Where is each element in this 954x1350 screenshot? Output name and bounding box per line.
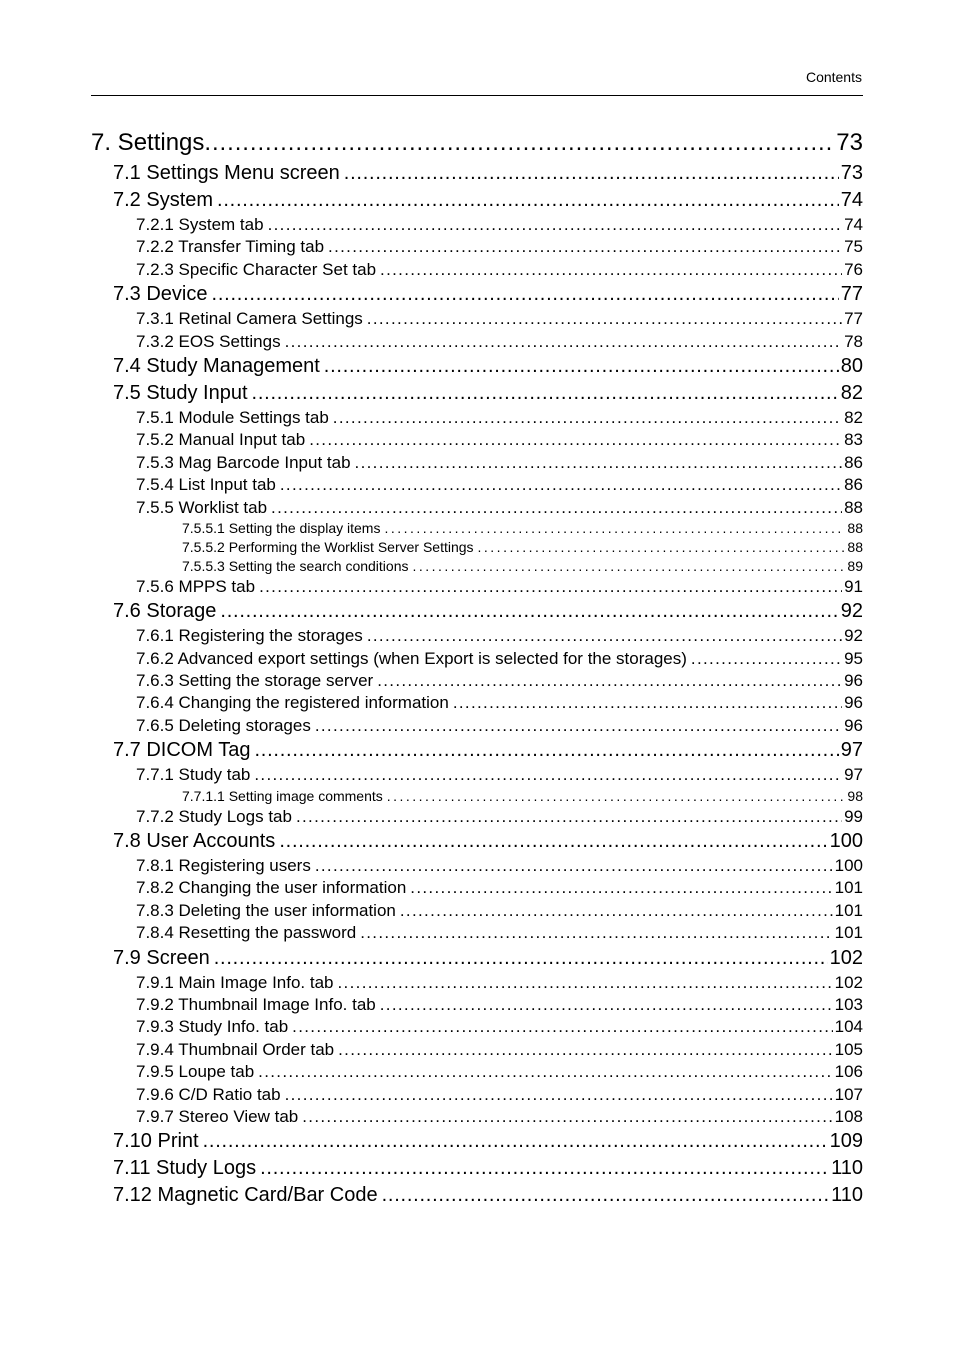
toc-entry-title: 7.2.3 Specific Character Set tab [136,259,377,279]
dot-leader [315,715,842,737]
toc-entry[interactable] [91,828,863,855]
toc-entry-page-number: 110 [831,1184,863,1207]
toc-entry[interactable] [91,380,863,407]
dot-leader [382,1182,830,1209]
toc-entry-page-number: 102 [829,946,863,969]
toc-entry[interactable] [91,1106,863,1128]
toc-entry-page-number: 82 [844,407,863,427]
toc-entry[interactable] [91,160,863,187]
toc-entry-title: 7.7.2 Study Logs tab [136,806,292,826]
dot-leader [367,625,842,647]
toc-entry-page-number: 83 [844,430,863,450]
toc-entry[interactable] [91,1084,863,1106]
toc-entry-page-number: 102 [834,972,863,992]
toc-entry-title: 7.5.4 List Input tab [136,475,276,495]
toc-entry-page-number: 80 [840,354,863,377]
toc-entry[interactable] [91,331,863,353]
dot-leader [260,1155,829,1182]
dot-leader [259,576,842,598]
toc-entry[interactable] [91,187,863,214]
toc-entry-title: 7.9.7 Stereo View tab [136,1106,299,1126]
toc-entry-title: 7.5.2 Manual Input tab [136,430,306,450]
toc-entry-title: 7.5 Study Input [113,381,248,404]
toc-entry-title: 7.9.2 Thumbnail Image Info. tab [136,994,376,1014]
toc-entry-page-number: 100 [834,856,863,876]
toc-entry-page-number: 101 [834,923,863,943]
dot-leader [387,787,846,806]
toc-entry[interactable] [91,787,863,806]
toc-entry-title: 7.6 Storage [113,600,217,623]
toc-entry-page-number: 100 [829,830,863,853]
dot-leader [384,519,845,538]
toc-entry-page-number: 98 [847,787,863,804]
toc-entry[interactable] [91,1039,863,1061]
dot-leader [355,452,843,474]
toc-entry[interactable] [91,497,863,519]
toc-entry-page-number: 109 [829,1130,863,1153]
dot-leader [410,877,832,899]
toc-entry-title: 7.3.1 Retinal Camera Settings [136,309,363,329]
toc-entry-title: 7.3.2 EOS Settings [136,331,281,351]
toc-entry[interactable] [91,519,863,538]
toc-entry-page-number: 99 [844,806,863,826]
table-of-contents [91,126,863,1209]
toc-entry-page-number: 75 [844,237,863,257]
toc-entry-title: 7.8.3 Deleting the user information [136,900,396,920]
dot-leader [220,598,838,625]
toc-entry[interactable] [91,994,863,1016]
toc-entry[interactable] [91,598,863,625]
dot-leader [285,331,842,353]
dot-leader [252,380,839,407]
toc-entry-page-number: 86 [844,452,863,472]
toc-entry-page-number: 89 [847,557,863,574]
toc-entry[interactable] [91,452,863,474]
toc-entry-page-number: 96 [844,715,863,735]
toc-entry-title: 7.11 Study Logs [113,1157,257,1180]
toc-entry-page-number: 97 [840,739,863,762]
toc-entry-title: 7.6.4 Changing the registered information [136,693,449,713]
dot-leader [380,994,833,1016]
toc-entry[interactable] [91,308,863,330]
dot-leader [324,353,839,380]
toc-entry-title: 7.8 User Accounts [113,830,276,853]
toc-entry-title: 7.7.1.1 Setting image comments [182,787,383,804]
toc-entry-title: 7.6.1 Registering the storages [136,626,363,646]
dot-leader [344,160,839,187]
toc-entry[interactable] [91,648,863,670]
toc-entry[interactable] [91,855,863,877]
toc-entry-page-number: 91 [844,576,863,596]
toc-entry-page-number: 77 [844,309,863,329]
toc-entry-title: 7.8.4 Resetting the password [136,923,357,943]
toc-entry-title: 7.5.3 Mag Barcode Input tab [136,452,351,472]
toc-entry-title: 7.4 Study Management [113,354,320,377]
toc-entry-title: 7.2.2 Transfer Timing tab [136,237,325,257]
toc-entry-title: 7.5.1 Module Settings tab [136,407,329,427]
toc-entry-page-number: 105 [834,1039,863,1059]
dot-leader [254,764,842,786]
toc-entry-title: 7.9.3 Study Info. tab [136,1017,289,1037]
toc-entry-page-number: 101 [834,878,863,898]
toc-entry-page-number: 88 [847,538,863,555]
toc-entry-page-number: 107 [834,1084,863,1104]
dot-leader [258,1061,832,1083]
toc-entry-page-number: 88 [844,497,863,517]
dot-leader [478,538,846,557]
header-rule [91,95,863,96]
toc-entry[interactable] [91,214,863,236]
toc-entry-page-number: 74 [844,215,863,234]
toc-entry[interactable] [91,737,863,764]
toc-entry-page-number: 77 [840,283,863,306]
dot-leader [214,945,828,972]
running-head: Contents [805,69,862,85]
toc-entry-title: 7.9.4 Thumbnail Order tab [136,1039,335,1059]
dot-leader [691,648,842,670]
dot-leader [338,1039,832,1061]
toc-entry-page-number: 96 [844,671,863,691]
toc-entry[interactable] [91,900,863,922]
toc-entry-page-number: 108 [834,1106,863,1126]
toc-entry[interactable] [91,353,863,380]
toc-entry-page-number: 74 [840,189,863,211]
toc-entry-title: 7.6.5 Deleting storages [136,715,311,735]
toc-entry[interactable] [91,1182,863,1209]
dot-leader [400,900,833,922]
toc-entry-title: 7.6.2 Advanced export settings (when Export is selected for the storages) [136,648,687,668]
toc-entry[interactable] [91,236,863,258]
toc-entry[interactable] [91,557,863,576]
dot-leader [333,407,842,429]
toc-entry-page-number: 92 [844,626,863,646]
toc-entry-title: 7.7.1 Study tab [136,765,251,785]
toc-entry[interactable] [91,407,863,429]
dot-leader [377,670,842,692]
toc-entry[interactable] [91,576,863,598]
toc-entry[interactable] [91,945,863,972]
toc-entry-title: 7.1 Settings Menu screen [113,162,340,184]
dot-leader [338,972,833,994]
toc-entry-title: 7.9.5 Loupe tab [136,1062,255,1082]
toc-entry-title: 7.5.5 Worklist tab [136,497,268,517]
toc-entry[interactable] [91,715,863,737]
toc-entry-title: 7.6.3 Setting the storage server [136,671,374,691]
toc-entry-title: 7. Settings [91,129,205,156]
dot-leader [302,1106,832,1128]
dot-leader [309,429,842,451]
toc-entry-title: 7.2 System [113,189,214,211]
toc-entry-page-number: 95 [844,648,863,668]
dot-leader [412,557,845,576]
toc-entry-title: 7.9.6 C/D Ratio tab [136,1084,281,1104]
toc-entry-title: 7.7 DICOM Tag [113,739,251,762]
toc-entry[interactable] [91,1128,863,1155]
dot-leader [285,1084,833,1106]
toc-entry[interactable] [91,126,863,160]
toc-entry-title: 7.3 Device [113,283,208,306]
toc-entry-title: 7.5.5.2 Performing the Worklist Server Settings [182,538,474,555]
toc-entry[interactable] [91,281,863,308]
toc-entry-title: 7.8.1 Registering users [136,856,311,876]
toc-entry[interactable] [91,259,863,281]
toc-entry-title: 7.8.2 Changing the user information [136,878,407,898]
toc-entry[interactable] [91,692,863,714]
toc-entry-page-number: 92 [840,600,863,623]
dot-leader [279,828,827,855]
toc-entry-page-number: 96 [844,693,863,713]
dot-leader [268,214,843,236]
toc-entry[interactable] [91,972,863,994]
dot-leader [453,692,842,714]
toc-entry-page-number: 106 [834,1062,863,1082]
toc-entry-page-number: 101 [834,900,863,920]
toc-entry-page-number: 76 [844,259,863,279]
dot-leader [292,1016,832,1038]
dot-leader [360,922,832,944]
toc-entry[interactable] [91,922,863,944]
dot-leader [328,236,842,258]
toc-entry-title: 7.12 Magnetic Card/Bar Code [113,1184,378,1207]
dot-leader [204,126,834,160]
toc-entry[interactable] [91,670,863,692]
dot-leader [367,308,842,330]
toc-entry-title: 7.2.1 System tab [136,215,264,234]
dot-leader [212,281,839,308]
toc-entry-page-number: 73 [836,129,863,156]
dot-leader [254,737,838,764]
toc-entry-page-number: 82 [840,381,863,404]
dot-leader [315,855,833,877]
toc-entry-page-number: 103 [834,994,863,1014]
dot-leader [280,474,842,496]
toc-entry-title: 7.10 Print [113,1130,199,1153]
toc-entry-page-number: 104 [834,1017,863,1037]
toc-entry-page-number: 78 [844,331,863,351]
toc-entry-page-number: 110 [831,1157,863,1180]
toc-entry-title: 7.5.6 MPPS tab [136,576,256,596]
dot-leader [217,187,839,214]
dot-leader [203,1128,828,1155]
toc-entry-title: 7.5.5.1 Setting the display items [182,519,381,536]
dot-leader [296,806,842,828]
toc-entry[interactable] [91,474,863,496]
toc-entry-page-number: 88 [847,519,863,536]
toc-entry[interactable] [91,1155,863,1182]
toc-entry[interactable] [91,538,863,557]
toc-entry-title: 7.9.1 Main Image Info. tab [136,972,334,992]
toc-entry[interactable] [91,764,863,786]
toc-entry[interactable] [91,806,863,828]
toc-entry[interactable] [91,625,863,647]
dot-leader [271,497,842,519]
toc-entry-title: 7.5.5.3 Setting the search conditions [182,557,409,574]
toc-entry-page-number: 97 [844,765,863,785]
toc-entry-title: 7.9 Screen [113,946,210,969]
toc-entry[interactable] [91,877,863,899]
dot-leader [380,259,842,281]
toc-entry-page-number: 73 [840,162,863,184]
toc-entry[interactable] [91,1061,863,1083]
toc-entry[interactable] [91,429,863,451]
toc-entry[interactable] [91,1016,863,1038]
toc-entry-page-number: 86 [844,475,863,495]
